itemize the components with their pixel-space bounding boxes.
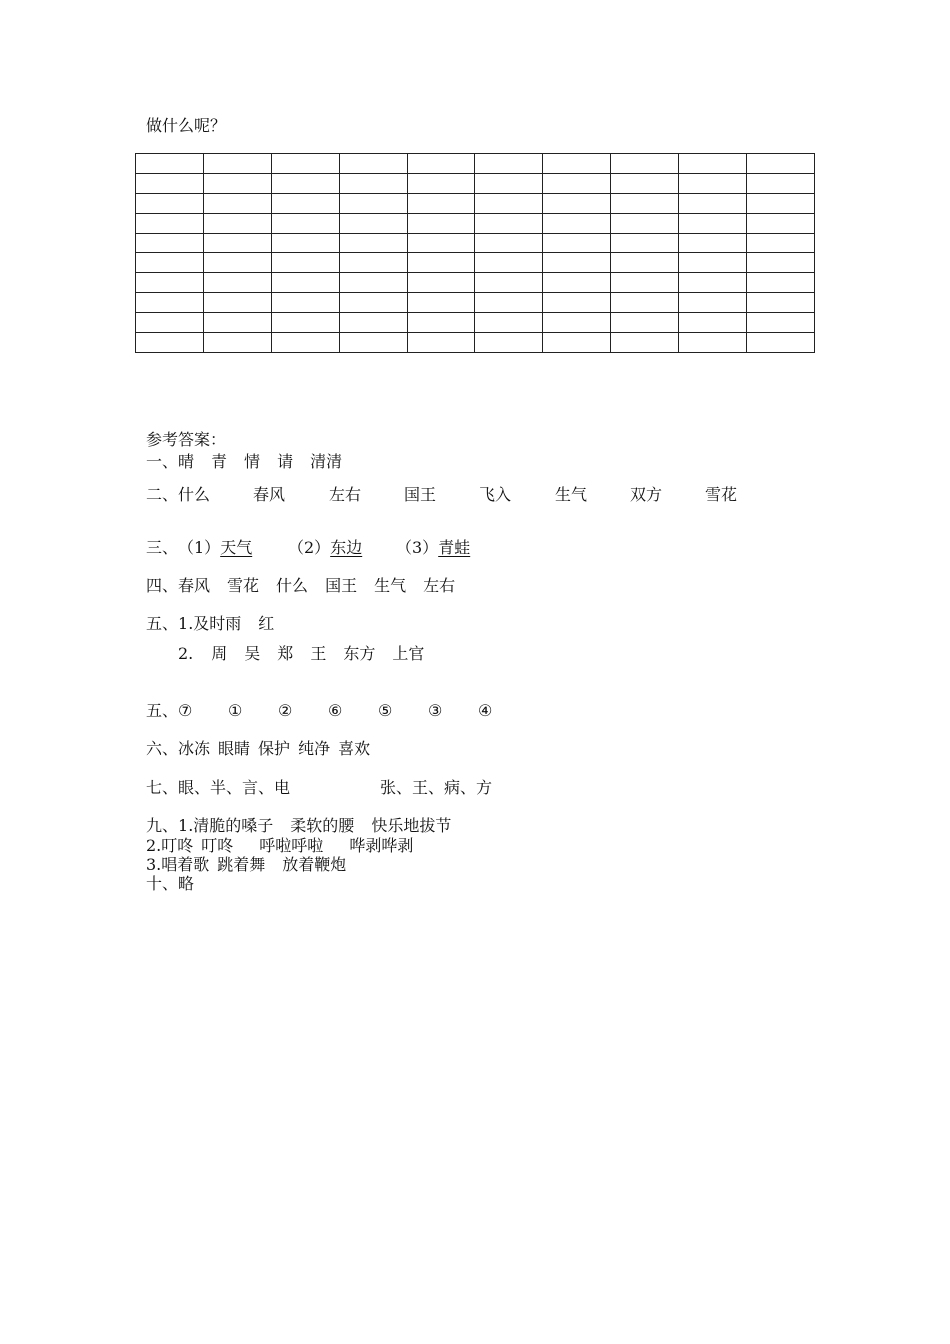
- q9-item: 3.唱着歌: [146, 855, 210, 874]
- grid-cell: [679, 293, 747, 313]
- grid-cell: [611, 193, 679, 213]
- grid-cell: [136, 313, 204, 333]
- grid-cell: [339, 154, 407, 174]
- grid-cell: [747, 213, 815, 233]
- grid-cell: [136, 273, 204, 293]
- grid-cell: [543, 313, 611, 333]
- grid-cell: [203, 313, 271, 333]
- q5-item: 吴: [244, 644, 261, 663]
- q5-item: 王: [310, 644, 327, 663]
- q5-item: 郑: [277, 644, 294, 663]
- grid-cell: [407, 213, 475, 233]
- grid-cell: [747, 193, 815, 213]
- grid-cell: [271, 293, 339, 313]
- q4-item: 生气: [374, 576, 407, 595]
- grid-cell: [475, 154, 543, 174]
- grid-cell: [475, 173, 543, 193]
- grid-cell: [136, 173, 204, 193]
- q5-item: 上官: [392, 644, 425, 663]
- grid-cell: [339, 273, 407, 293]
- grid-cell: [747, 293, 815, 313]
- grid-cell: [679, 313, 747, 333]
- answer-q10: [146, 874, 194, 894]
- q1-item: 清清: [310, 452, 343, 471]
- q3-num: （2）: [288, 538, 331, 557]
- q2-item: 生气: [555, 485, 588, 504]
- answer-q9-line3: [146, 855, 346, 875]
- grid-cell: [611, 313, 679, 333]
- grid-cell: [543, 173, 611, 193]
- q4-item: 左右: [423, 576, 456, 595]
- q10-label: 十、: [146, 874, 179, 893]
- q2-item: 雪花: [705, 485, 738, 504]
- q6-item: 纯净: [298, 739, 331, 758]
- q7-label: 七、: [146, 778, 179, 797]
- q4-label: 四、: [146, 576, 179, 595]
- grid-cell: [407, 273, 475, 293]
- grid-cell: [339, 233, 407, 253]
- grid-cell: [543, 253, 611, 273]
- grid-cell: [339, 193, 407, 213]
- grid-cell: [747, 333, 815, 353]
- q9-item: 2.叮咚: [146, 836, 194, 855]
- grid-cell: [475, 233, 543, 253]
- answer-q5-line2: [178, 644, 424, 664]
- grid-cell: [339, 313, 407, 333]
- q4-item: 国王: [325, 576, 358, 595]
- writing-grid: [135, 153, 815, 353]
- q5-item: 1.及时雨: [178, 614, 242, 633]
- grid-row: [136, 233, 815, 253]
- q1-item: 情: [244, 452, 261, 471]
- q2-label: 二、: [146, 485, 179, 504]
- grid-cell: [271, 193, 339, 213]
- q6-item: 喜欢: [338, 739, 371, 758]
- grid-cell: [543, 193, 611, 213]
- q7-group1: 眼、半、言、电: [178, 778, 291, 797]
- grid-cell: [407, 293, 475, 313]
- q6-item: 眼睛: [218, 739, 251, 758]
- grid-cell: [747, 233, 815, 253]
- grid-cell: [136, 253, 204, 273]
- grid-cell: [679, 233, 747, 253]
- grid-cell: [611, 233, 679, 253]
- q5-label: 五、: [146, 614, 179, 633]
- grid-cell: [407, 333, 475, 353]
- grid-cell: [475, 313, 543, 333]
- q2-item: 春风: [253, 485, 286, 504]
- q3-word: 天气: [220, 538, 253, 557]
- grid-cell: [407, 233, 475, 253]
- grid-cell: [679, 193, 747, 213]
- grid-cell: [679, 154, 747, 174]
- grid-cell: [475, 273, 543, 293]
- q9-item: 呼啦呼啦: [259, 836, 324, 855]
- grid-cell: [136, 154, 204, 174]
- grid-cell: [136, 293, 204, 313]
- grid-cell: [339, 293, 407, 313]
- answer-q6: [146, 739, 370, 759]
- grid-cell: [747, 253, 815, 273]
- q3-num: （3）: [396, 538, 439, 557]
- grid-cell: [475, 253, 543, 273]
- q9-item: 放着鞭炮: [282, 855, 347, 874]
- grid-cell: [611, 154, 679, 174]
- answer-q7-group1: [146, 778, 290, 798]
- grid-cell: [679, 173, 747, 193]
- grid-cell: [475, 333, 543, 353]
- q9-item: 跳着舞: [217, 855, 266, 874]
- grid-cell: [136, 233, 204, 253]
- grid-cell: [271, 173, 339, 193]
- grid-row: [136, 173, 815, 193]
- grid-cell: [136, 193, 204, 213]
- grid-cell: [407, 313, 475, 333]
- grid-cell: [136, 333, 204, 353]
- q1-item: 晴: [178, 452, 195, 471]
- grid-cell: [611, 213, 679, 233]
- grid-cell: [679, 253, 747, 273]
- q3-num: （1）: [178, 538, 221, 557]
- grid-row: [136, 154, 815, 174]
- grid-row: [136, 273, 815, 293]
- grid-cell: [543, 273, 611, 293]
- q3-item-3: [396, 538, 470, 558]
- grid-row: [136, 193, 815, 213]
- answer-q5-line1: [146, 614, 274, 634]
- grid-cell: [271, 233, 339, 253]
- q2-item: 左右: [329, 485, 362, 504]
- grid-cell: [611, 273, 679, 293]
- grid-cell: [747, 173, 815, 193]
- answer-q9-line2: [146, 836, 413, 856]
- q3-label: 三、: [146, 538, 179, 557]
- q2-item: 什么: [178, 485, 211, 504]
- q4-item: 春风: [178, 576, 211, 595]
- grid-cell: [203, 193, 271, 213]
- q5b-item: ④: [478, 701, 493, 720]
- grid-row: [136, 313, 815, 333]
- grid-cell: [475, 193, 543, 213]
- grid-cell: [611, 333, 679, 353]
- q9-item: 叮咚: [201, 836, 234, 855]
- answer-q4: [146, 576, 455, 596]
- grid-cell: [203, 253, 271, 273]
- grid-cell: [679, 213, 747, 233]
- q10-text: 略: [178, 874, 195, 893]
- grid-cell: [679, 333, 747, 353]
- grid-cell: [611, 253, 679, 273]
- grid-cell: [543, 154, 611, 174]
- q1-item: 请: [277, 452, 294, 471]
- grid-cell: [271, 154, 339, 174]
- q5b-label: 五、: [146, 701, 179, 720]
- q3-item-2: [288, 538, 362, 558]
- grid-cell: [475, 213, 543, 233]
- q1-label: 一、: [146, 452, 179, 471]
- grid-cell: [339, 213, 407, 233]
- grid-cell: [271, 213, 339, 233]
- grid-cell: [747, 273, 815, 293]
- q9-item: 柔软的腰: [290, 816, 355, 835]
- q5-item: 东方: [343, 644, 376, 663]
- q2-item: 飞入: [479, 485, 512, 504]
- q5b-item: ⑤: [378, 701, 393, 720]
- q4-item: 雪花: [227, 576, 260, 595]
- question-text: 做什么呢？: [146, 116, 227, 135]
- answer-q1: [146, 452, 342, 472]
- q5-item: 红: [258, 614, 275, 633]
- q3-word: 青蛙: [438, 538, 471, 557]
- q6-item: 保护: [258, 739, 291, 758]
- q7-group2: 张、王、病、方: [380, 778, 493, 797]
- q3-item-1: [178, 538, 252, 558]
- grid-cell: [679, 273, 747, 293]
- grid-cell: [339, 333, 407, 353]
- q1-item: 青: [211, 452, 228, 471]
- q5b-item: ⑦: [178, 701, 193, 720]
- grid-cell: [407, 173, 475, 193]
- q2-item: 国王: [404, 485, 437, 504]
- q9-label: 九、: [146, 816, 179, 835]
- grid-cell: [611, 293, 679, 313]
- grid-cell: [203, 213, 271, 233]
- grid-cell: [339, 173, 407, 193]
- q5b-item: ⑥: [328, 701, 343, 720]
- q5b-item: ③: [428, 701, 443, 720]
- grid-row: [136, 253, 815, 273]
- grid-cell: [543, 233, 611, 253]
- answers-heading: 参考答案：: [146, 430, 227, 449]
- grid-row: [136, 333, 815, 353]
- grid-cell: [407, 193, 475, 213]
- grid-cell: [407, 154, 475, 174]
- grid-cell: [543, 293, 611, 313]
- grid-cell: [271, 253, 339, 273]
- q5-item: 周: [211, 644, 228, 663]
- answer-q9-line1: [146, 816, 451, 836]
- grid-cell: [203, 233, 271, 253]
- q2-item: 双方: [630, 485, 663, 504]
- q5-item: 2.: [178, 644, 194, 663]
- grid-cell: [203, 293, 271, 313]
- q5b-item: ②: [278, 701, 293, 720]
- grid-cell: [543, 333, 611, 353]
- grid-cell: [203, 173, 271, 193]
- grid-cell: [339, 253, 407, 273]
- q9-item: 1.清脆的嗓子: [178, 816, 274, 835]
- q5b-item: ①: [228, 701, 243, 720]
- grid-row: [136, 213, 815, 233]
- grid-cell: [203, 273, 271, 293]
- q3-word: 东边: [330, 538, 363, 557]
- grid-cell: [271, 273, 339, 293]
- grid-row: [136, 293, 815, 313]
- grid-cell: [407, 253, 475, 273]
- grid-cell: [747, 154, 815, 174]
- q4-item: 什么: [276, 576, 309, 595]
- q6-item: 冰冻: [178, 739, 211, 758]
- q6-label: 六、: [146, 739, 179, 758]
- grid-cell: [611, 173, 679, 193]
- grid-cell: [543, 213, 611, 233]
- grid-cell: [271, 333, 339, 353]
- grid-cell: [475, 293, 543, 313]
- q9-item: 哗剥哗剥: [349, 836, 414, 855]
- grid-cell: [747, 313, 815, 333]
- q9-item: 快乐地拔节: [371, 816, 452, 835]
- grid-cell: [136, 213, 204, 233]
- grid-cell: [271, 313, 339, 333]
- grid-cell: [203, 333, 271, 353]
- grid-cell: [203, 154, 271, 174]
